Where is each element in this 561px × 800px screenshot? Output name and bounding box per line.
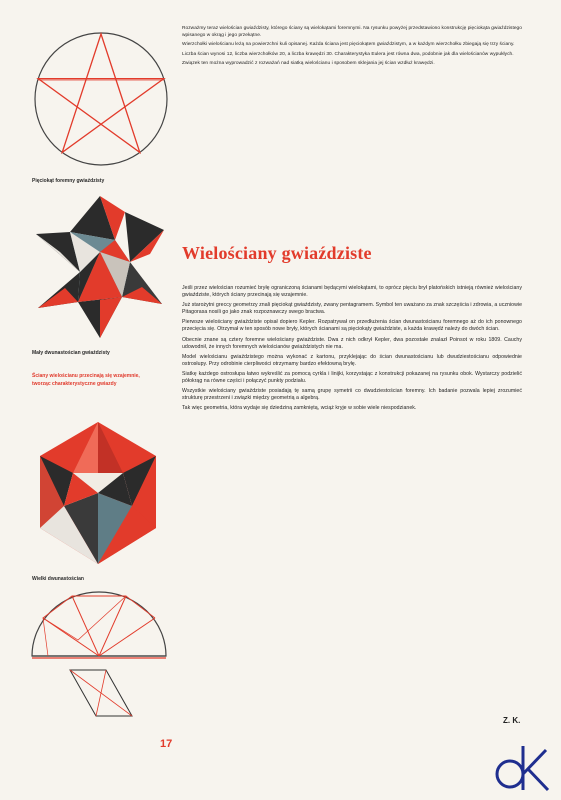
pentagram-figure bbox=[30, 28, 172, 170]
top-paragraph-2: Wierzchołki wielościanu leżą na powierzchni kuli opisanej. Każda ściana jest pięciokątem gwiaździstym, a w każdym wierzchołku zbiegają się trzy ściany. bbox=[182, 42, 515, 48]
caption-great-dodecahedron: Wielki dwunastościan bbox=[32, 576, 84, 582]
body-paragraph-4: Obecnie znane są cztery foremne wielościany gwiaździste. Dwa z nich odkrył Kepler, dwa pozostałe znalazł Poinsot w roku 1809. Cauchy udowodnił, że innych foremnych wielościanów gwiaździstych nie ma. bbox=[182, 336, 522, 350]
page-number: 17 bbox=[160, 738, 173, 750]
body-paragraph-5: Model wielościanu gwiaździstego można wykonać z kartonu, przyklejając do ścian dwunastościanu lub dwudziestościanu odpowiednie ostrosłupy. Przy odrobinie cierpliwości otrzymamy bardzo efektowną bryłę. bbox=[182, 353, 522, 367]
top-text-block bbox=[182, 26, 522, 71]
caption-small-stellated: Mały dwunastościan gwiaździsty bbox=[32, 350, 110, 356]
body-text bbox=[182, 285, 522, 415]
caption-red-note: Ściany wielościanu przecinają się wzajemnie, tworząc charakterystyczne gwiazdy bbox=[32, 373, 140, 387]
body-paragraph-1: Jeśli przez wielościan rozumieć bryłę ograniczoną ścianami będącymi wielokątami, to oprócz pięciu brył platońskich istnieją również wielościany gwiaździste, których ściany przecinają się wzajemnie. bbox=[182, 285, 522, 299]
body-paragraph-2: Już starożytni greccy geometrzy znali pięciokąt gwiaździsty, zwany pentagramem. Symbol ten uważano za znak szczęścia i zdrowia, a uczniowie Pitagorasa nosili go jako znak rozpoznawczy swego bractwa. bbox=[182, 302, 522, 316]
body-paragraph-3: Pierwsze wielościany gwiaździste opisał dopiero Kepler. Rozpatrywał on przedłużenia ścian dwunastościanu foremnego aż do ich ponownego przecięcia się. Otrzymał w ten sposób nowe bryły, których ścianami są pięciokąty gwiaździste, a każda krawędź należy do dwóch ścian. bbox=[182, 319, 522, 333]
top-paragraph-1: Rozważmy teraz wielościan gwiaździsty, którego ściany są wielokątami foremnymi. Na rysunku powyżej przedstawiono konstrukcję pięciokąta gwiaździstego wpisanego w okrąg i jego przekątne. bbox=[182, 26, 522, 38]
top-paragraph-3: Liczba ścian wynosi 12, liczba wierzchołków 20, a liczba krawędzi 30. Charakterystyka Eulera jest równa dwa, podobnie jak dla wielościanów wypukłych. bbox=[182, 51, 514, 57]
author-signature: Z. K. bbox=[503, 716, 521, 725]
caption-pentagram: Pięciokąt foremny gwiaździsty bbox=[32, 178, 105, 184]
great-dodecahedron-figure bbox=[28, 418, 168, 568]
body-paragraph-7: Wszystkie wielościany gwiaździste posiadają tę samą grupę symetrii co dwudziestościan foremny. Ich badanie pozwala lepiej zrozumieć strukturę przestrzeni i związki między geometrią a algebrą. bbox=[182, 388, 522, 402]
small-stellated-dodecahedron-figure bbox=[30, 192, 170, 342]
illustration-column bbox=[0, 0, 178, 800]
section-title: Wielościany gwiaździste bbox=[182, 243, 372, 263]
top-paragraph-4: Związek ten można wyprowadzić z rozważań nad siatką wielościanu i sposobem sklejania jej ścian wzdłuż krawędzi. bbox=[182, 61, 435, 67]
body-paragraph-6: Siatkę każdego ostrosłupa łatwo wykreślić za pomocą cyrkla i linijki, korzystając z konstrukcji pokazanej na rysunku obok. Wystarczy podzielić półokrąg na równe części i połączyć punkty podziału. bbox=[182, 370, 522, 385]
body-paragraph-8: Tak więc geometria, która wydaje się dziedziną zamkniętą, wciąż kryje w sobie wiele niespodzianek. bbox=[182, 405, 417, 412]
dk-logo bbox=[492, 740, 552, 794]
semicircle-construction-figure bbox=[28, 588, 170, 720]
